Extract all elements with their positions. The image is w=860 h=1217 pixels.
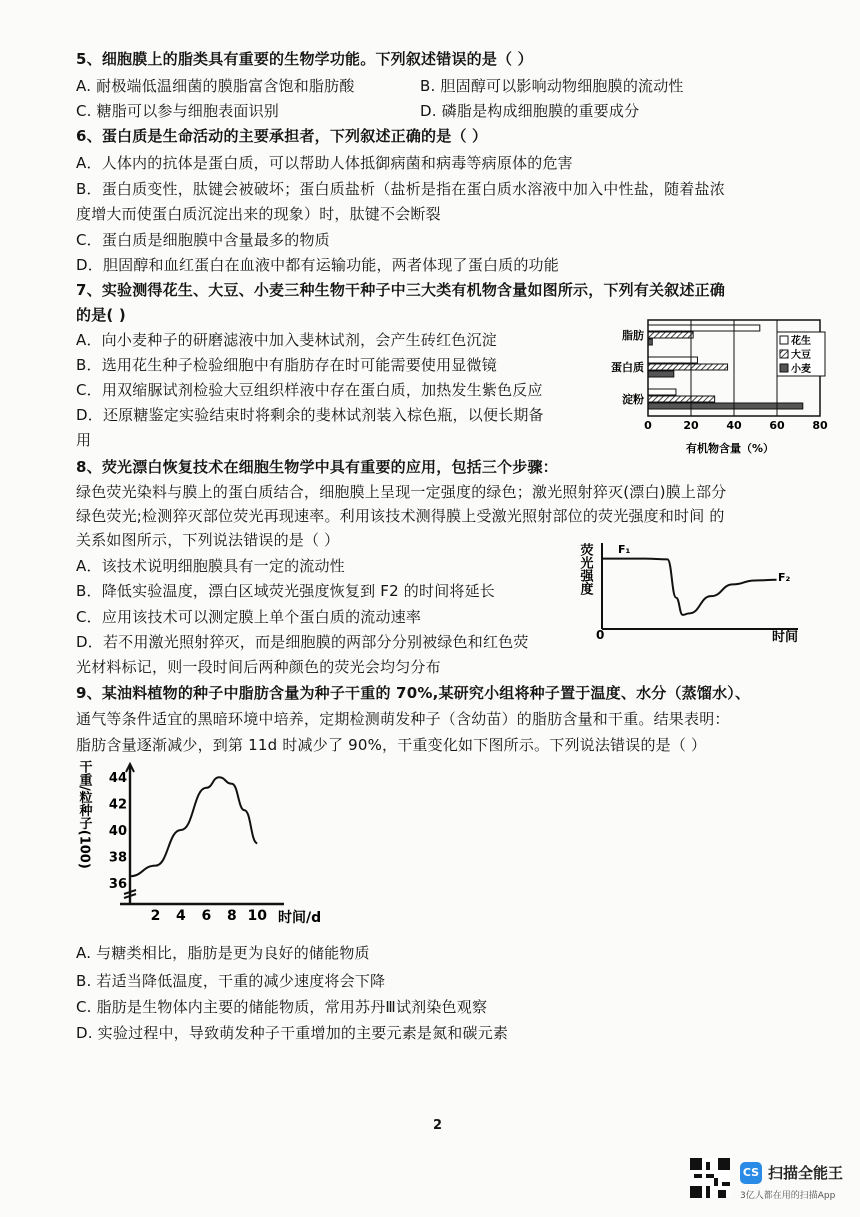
chart1-x-tick: 40 <box>726 419 742 432</box>
camscanner-logo: CS <box>740 1162 762 1184</box>
chart1-x-axis-label: 有机物含量（%） <box>685 442 775 455</box>
chart3-y-tick: 36 <box>108 876 127 892</box>
chart3-x-tick: 10 <box>247 908 268 924</box>
chart3-x-tick: 6 <box>201 908 212 924</box>
chart1-x-tick: 80 <box>812 419 828 432</box>
dry-weight-chart <box>76 756 340 931</box>
app-tagline: 3亿人都在用的扫描App <box>740 1191 836 1201</box>
chart3-xlabel: 时间/d <box>278 910 322 926</box>
chart1-legend-swatch <box>780 336 788 344</box>
app-name: 扫描全能王 <box>768 1164 844 1182</box>
q7-stem-line2: 的是( ) <box>76 306 126 324</box>
chart3-dry-weight-curve <box>130 777 257 876</box>
q8-stem-line4: 关系如图所示，下列说法错误的是（ ） <box>76 531 340 549</box>
q7-option-d-line1: D．还原糖鉴定实验结束时将剩余的斐林试剂装入棕色瓶，以便长期备 <box>76 406 544 424</box>
chart2-y-axis-label: 荧光强度 <box>577 543 593 595</box>
q6-option-b-line1: B．蛋白质变性，肽键会被破坏；蛋白质盐析（盐析是指在蛋白质水溶液中加入中性盐，随着盐浓 <box>76 180 725 198</box>
q9-stem-line3: 脂肪含量逐渐减少，到第 11d 时减少了 90%，干重变化如下图所示。下列说法错误的是（ ） <box>76 736 707 754</box>
organic-content-bar-chart <box>600 312 830 462</box>
chart1-bar <box>648 396 715 402</box>
chart1-legend-label: 大豆 <box>791 350 811 361</box>
chart1-bar <box>648 371 674 377</box>
q6-option-b-line2: 度增大而使蛋白质沉淀出来的现象）时，肽键不会断裂 <box>76 205 441 223</box>
q7-option-d-line2: 用 <box>76 431 92 449</box>
q7-option-a: A．向小麦种子的研磨滤液中加入斐林试剂，会产生砖红色沉淀 <box>76 331 497 349</box>
q6-option-a: A．人体内的抗体是蛋白质，可以帮助人体抵御病菌和病毒等病原体的危害 <box>76 154 573 172</box>
chart3-x-tick: 2 <box>150 908 161 924</box>
chart2-xlabel: 时间 <box>772 630 799 645</box>
q5-option-b: B. 胆固醇可以影响动物细胞膜的流动性 <box>420 77 684 95</box>
q8-stem-line3: 绿色荧光;检测猝灭部位荧光再现速率。利用该技术测得膜上受激光照射部位的荧光强度和时间 的 <box>76 507 725 525</box>
chart1-bar <box>648 364 728 370</box>
chart3-y-tick: 38 <box>108 850 127 866</box>
chart3-x-tick: 8 <box>226 908 237 924</box>
chart1-category-label: 蛋白质 <box>611 361 644 374</box>
chart3-y-tick: 42 <box>108 797 127 813</box>
chart1-legend-label: 花生 <box>791 336 811 347</box>
q5-option-c: C. 糖脂可以参与细胞表面识别 <box>76 102 280 120</box>
chart3-ylabel: 干重/粒种子(100) <box>76 760 92 869</box>
chart1-x-tick: 0 <box>644 419 652 432</box>
chart1-category-label: 淀粉 <box>622 393 644 406</box>
q8-option-a: A．该技术说明细胞膜具有一定的流动性 <box>76 557 345 575</box>
q7-stem-line1: 7、实验测得花生、大豆、小麦三种生物干种子中三大类有机物含量如图所示，下列有关叙述正确 <box>76 281 726 299</box>
page-number: 2 <box>433 1118 443 1133</box>
chart1-bar <box>648 403 803 409</box>
q8-option-d-line2: 光材料标记，则一段时间后两种颜色的荧光会均匀分布 <box>76 658 441 676</box>
q9-option-c: C. 脂肪是生物体内主要的储能物质，常用苏丹Ⅲ试剂染色观察 <box>76 998 488 1016</box>
qr-code-icon <box>690 1158 730 1198</box>
q8-option-b: B．降低实验温度，漂白区域荧光强度恢复到 F2 的时间将延长 <box>76 582 496 600</box>
q8-option-d-line1: D．若不用激光照射猝灭，而是细胞膜的两部分分别被绿色和红色荧 <box>76 633 529 651</box>
chart2-origin-label: 0 <box>596 628 605 642</box>
q9-option-d: D. 实验过程中，导致萌发种子干重增加的主要元素是氮和碳元素 <box>76 1024 509 1042</box>
fluorescence-recovery-chart <box>577 535 812 650</box>
q7-option-b: B．选用花生种子检验细胞中有脂肪存在时可能需要使用显微镜 <box>76 356 497 374</box>
chart1-legend-swatch <box>780 364 788 372</box>
chart2-label-f1: F₁ <box>618 543 631 556</box>
q9-stem-line1: 9、某油料植物的种子中脂肪含量为种子干重的 70%,某研究小组将种子置于温度、水分（蒸馏水）、 <box>76 684 751 702</box>
chart3-x-tick: 4 <box>176 908 186 924</box>
chart1-bar <box>648 357 697 363</box>
chart1-legend-swatch <box>780 350 788 358</box>
chart1-x-tick: 60 <box>769 419 785 432</box>
q5-option-d: D. 磷脂是构成细胞膜的重要成分 <box>420 102 640 120</box>
chart2-label-f2: F₂ <box>778 571 791 584</box>
chart3-y-tick: 40 <box>108 824 127 839</box>
chart1-x-tick: 20 <box>683 419 699 432</box>
chart2-fluorescence-curve <box>602 559 777 615</box>
chart1-bar <box>648 389 676 395</box>
chart1-legend-label: 小麦 <box>791 364 811 375</box>
q5-option-a: A. 耐极端低温细菌的膜脂富含饱和脂肪酸 <box>76 77 355 95</box>
q8-option-c: C．应用该技术可以测定膜上单个蛋白质的流动速率 <box>76 608 422 626</box>
q6-stem: 6、蛋白质是生命活动的主要承担者，下列叙述正确的是（ ） <box>76 127 488 145</box>
q9-stem-line2: 通气等条件适宜的黑暗环境中培养，定期检测萌发种子（含幼苗）的脂肪含量和干重。结果表明： <box>76 710 730 728</box>
q9-option-b: B. 若适当降低温度，干重的减少速度将会下降 <box>76 972 386 990</box>
q8-stem-line2: 绿色荧光染料与膜上的蛋白质结合，细胞膜上呈现一定强度的绿色；激光照射猝灭(漂白)膜上部分 <box>76 483 727 501</box>
q6-option-d: D．胆固醇和血红蛋白在血液中都有运输功能，两者体现了蛋白质的功能 <box>76 256 559 274</box>
chart1-category-label: 脂肪 <box>622 329 644 342</box>
q7-option-c: C．用双缩脲试剂检验大豆组织样液中存在蛋白质，加热发生紫色反应 <box>76 381 543 399</box>
q8-stem-line1: 8、荧光漂白恢复技术在细胞生物学中具有重要的应用，包括三个步骤： <box>76 458 558 476</box>
chart1-bar <box>648 332 693 338</box>
chart1-bar <box>648 325 760 331</box>
chart3-y-tick: 44 <box>108 771 127 787</box>
q6-option-c: C．蛋白质是细胞膜中含量最多的物质 <box>76 231 330 249</box>
q5-stem: 5、细胞膜上的脂类具有重要的生物学功能。下列叙述错误的是（ ） <box>76 50 533 68</box>
q9-option-a: A. 与糖类相比，脂肪是更为良好的储能物质 <box>76 944 370 962</box>
